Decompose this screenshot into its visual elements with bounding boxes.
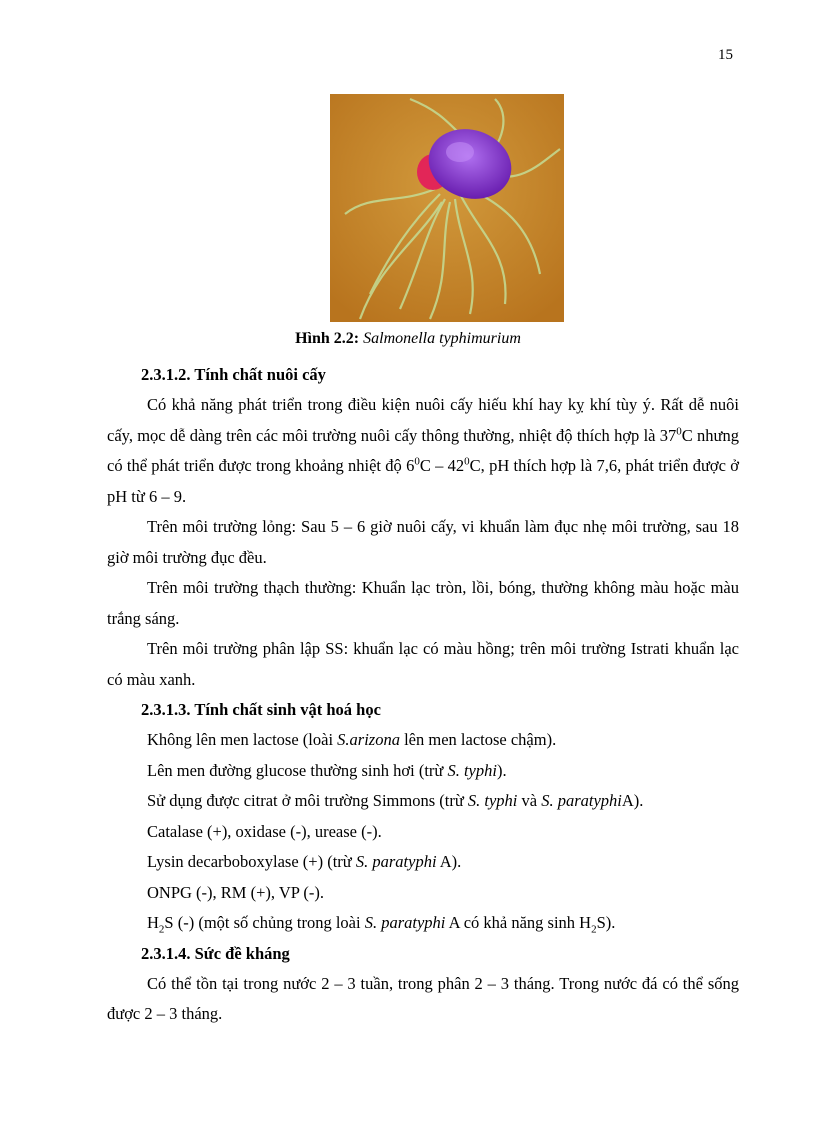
culture-paragraph-3: Trên môi trường thạch thường: Khuẩn lạc tròn, lồi, bóng, thường không màu hoặc màu trắng sáng. [107,578,739,628]
salmonella-micrograph [330,94,564,322]
section-heading-resistance: 2.3.1.4. Sức đề kháng [141,943,290,963]
culture-paragraph-2: Trên môi trường lỏng: Sau 5 – 6 giờ nuôi cấy, vi khuẩn làm đục nhẹ môi trường, sau 18 giờ môi trường đục đều. [107,517,739,567]
culture-paragraph-1: Có khả năng phát triển trong điều kiện nuôi cấy hiếu khí hay kỵ khí tùy ý. Rất dễ nuôi cấy, mọc dễ dàng trên các môi trường nuôi cấy thông thường, nhiệt độ thích hợp là $37^0C$ nhưng có thể phát triển được trong khoảng nhiệt độ $6^0C - 42^0C$, pH thích hợp là 7,6, phát triển được ở pH từ 6 – 9. [107,395,740,506]
figure-label: Hình 2.2: [295,330,360,347]
culture-paragraph-4: Trên môi trường phân lập SS: khuẩn lạc có màu hồng; trên môi trường Istrati khuẩn lạc có màu xanh. [107,639,739,689]
biochem-line-1: Không lên men lactose (loài S.arizona lên men lactose chậm). [147,730,557,749]
section-heading-culture: 2.3.1.2. Tính chất nuôi cấy [141,365,326,384]
figure-caption [0,330,816,348]
biochem-line-3: Sử dụng được citrat ở môi trường Simmons (trừ S. typhi và S. paratyphiA). [147,791,644,810]
page-number: 15 [718,47,733,63]
document-body [107,360,739,1030]
section-heading-biochem: 2.3.1.3. Tính chất sinh vật hoá học [141,700,381,719]
biochem-line-7: $H_2S$ (-) (một số chủng trong loài S. paratyphi A có khả năng $\sinh H_2S$). [147,913,616,936]
biochem-line-2: Lên men đường glucose thường sinh hơi (trừ S. typhi). [147,760,507,780]
biochem-line-4: Catalase (+), oxidase (-), urease (-). [147,821,382,841]
figure-name: Salmonella typhimurium [363,330,521,347]
micrograph-image [330,94,564,322]
resistance-paragraph-1: Có thể tồn tại trong nước 2 – 3 tuần, trong phân 2 – 3 tháng. Trong nước đá có thể sống được 2 – 3 tháng. [107,973,739,1023]
biochem-line-6: ONPG (-), RM (+), VP (-). [147,882,325,902]
biochem-line-5: Lysin decarboboxylase (+) (trừ S. paratyphi A). [147,852,462,871]
